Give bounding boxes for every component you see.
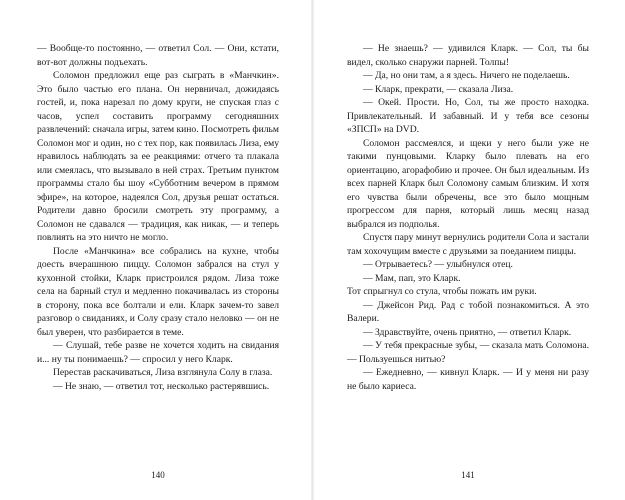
left-paragraph: — Слушай, тебе разве не хочется ходить на свидания и... ну ты понимаешь? — спросил у него Кларк. [37,340,279,365]
right-paragraph: Спустя пару минут вернулись родители Сола и застали там хохочущим вместе с друзьями за поеданием пиццы. [347,232,589,257]
right-paragraph: — Мам, пап, это Кларк. [363,272,461,284]
left-paragraph: — Вообще-то постоянно, — ответил Сол. — Они, кстати, вот-вот должны подъехать. [37,43,279,68]
right-paragraph: — Кларк, прекрати, — сказала Лиза. [363,83,514,95]
right-paragraph: — Джейсон Рид. Рад с тобой познакомиться. А это Валери. [347,299,589,324]
right-paragraph: — Отрываетесь? — улыбнулся отец. [363,259,513,270]
right-paragraph: — Ежедневно, — кивнул Кларк. — И у меня ни разу не было кариеса. [347,367,589,392]
right-paragraph: — У тебя прекрасные зубы, — сказала мать Соломона. — Пользуешься нитью? [347,340,589,365]
book-gutter [311,0,314,500]
left-paragraph: После «Манчкина» все собрались на кухне, чтобы доесть вчерашнюю пиццу. Соломон забрался на стул у кухонной стойки, Кларк пристроился рядом. Лиза тоже села на барный стул и медленно покачивалась из стороны в сторону, пока все болтали и ели. Кларк зачем-то завел разговор о свиданиях, и Солу сразу стало неловко — он не был уверен, что разбирается в теме. [37,245,279,338]
right-paragraph: Тот спрыгнул со стула, чтобы пожать им руки. [347,286,537,297]
left-page-number: 140 [151,470,165,480]
right-paragraph: — Да, но они там, а я здесь. Ничего не поделаешь. [363,70,570,81]
right-paragraph: — Окей. Прости. Но, Сол, ты же просто находка. Привлекательный. И забавный. И у тебя все сезоны «ЗПСП» на DVD. [347,97,589,135]
left-paragraph: Перестав раскачиваться, Лиза взглянула Солу в глаза. [53,367,273,378]
right-paragraph: — Не знаешь? — удивился Кларк. — Сол, ты бы видел, сколько снаружи парней. Толпы! [347,43,589,68]
right-paragraph: Соломон рассмеялся, и щеки у него были уже не такими пунцовыми. Кларку было плевать на его ориентацию, агорафобию и прочее. Он был идеальным. Из всех парней Кларк был Соломону самым близким. И хотя его чувства были обречены, все это было мощным прогрессом для парня, который лишь месяц назад выбрался из подполья. [347,137,589,230]
right-page [347,42,589,393]
right-paragraph: — Здравствуйте, очень приятно, — ответил Кларк. [363,326,572,338]
right-page-number: 141 [461,470,475,480]
left-paragraph: Соломон предложил еще раз сыграть в «Манчкин». Это было частью его плана. Он нервничал, дожидаясь гостей, и, пока нарезал по дому круги, не спуская глаз с часов, успел составить программу сегодняшних развлечений: сначала игры, затем кино. Посмотреть фильм Соломон мог и один, но с тех пор, как появилась Лиза, ему нравилось наблюдать за ее реакциями: отчего та плакала или смеялась, что вызывало в ней страх. Третьим пунктом программы стало бы шоу «Субботним вечером в прямом эфире», на которое, надеялся Сол, друзья решат остаться. Родители давно бросили смотреть эту программу, а Соломон не сдавался — традиция, как никак, — и теперь повлиять на это ничто не могло. [37,70,279,243]
left-page [37,42,279,393]
left-paragraph: — Не знаю, — ответил тот, несколько растерявшись. [53,380,270,392]
